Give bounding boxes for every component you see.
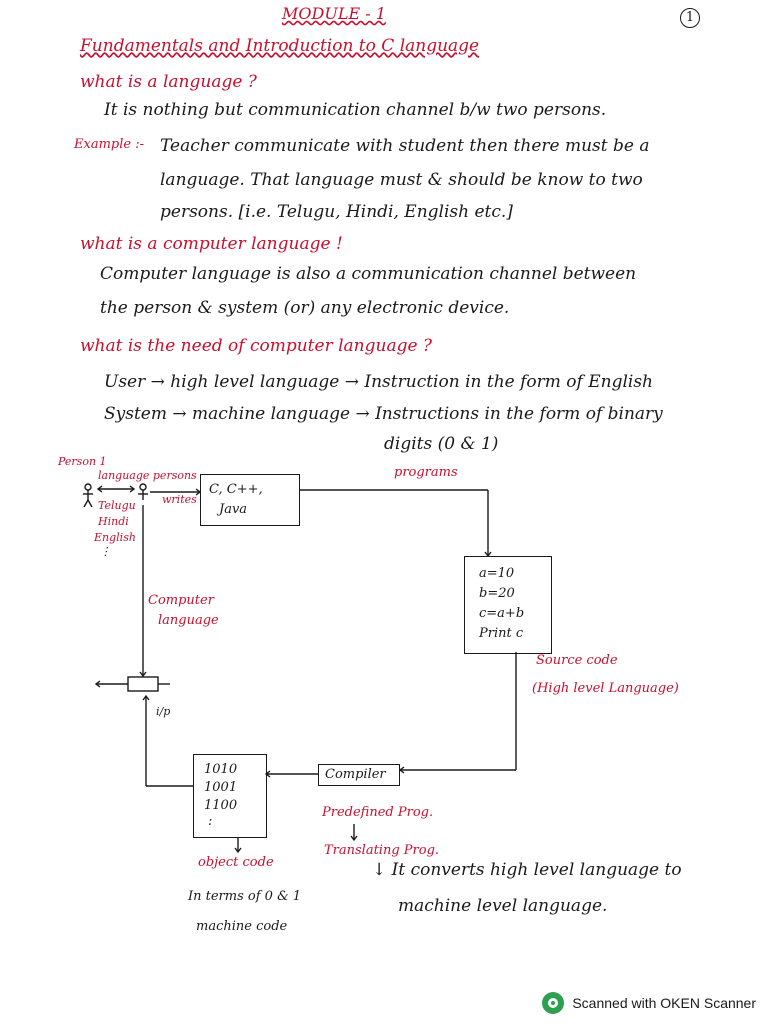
- need-line-system: System → machine language → Instructions in the form of binary: [104, 404, 663, 424]
- compiler-label: Compiler: [325, 767, 386, 782]
- scanner-text: Scanned with OKEN Scanner: [572, 995, 756, 1011]
- example-line: persons. [i.e. Telugu, Hindi, English etc.]: [160, 202, 513, 222]
- ellipsis-mark: ⋮: [100, 545, 111, 558]
- object-line: 1001: [204, 780, 238, 795]
- scanner-logo-icon: [542, 992, 564, 1014]
- input-label: i/p: [156, 705, 171, 718]
- question-language: what is a language ?: [80, 72, 257, 92]
- module-heading: MODULE - 1: [282, 4, 386, 23]
- writes-label: writes: [162, 493, 197, 506]
- question-computer-language: what is a computer language !: [80, 234, 343, 254]
- answer-computer-language: the person & system (or) any electronic device.: [100, 298, 510, 318]
- question-need: what is the need of computer language ?: [80, 336, 433, 356]
- object-line: 1010: [204, 762, 238, 777]
- language-label: language: [158, 613, 219, 628]
- source-code-box: [464, 556, 552, 654]
- object-line: 1100: [204, 798, 238, 813]
- programs-label: programs: [394, 465, 458, 480]
- object-code-box: [193, 754, 267, 838]
- converts-line: machine level language.: [398, 896, 608, 916]
- machine-code-label: machine code: [196, 919, 288, 934]
- scanner-footer: [542, 992, 756, 1014]
- predefined-label: Predefined Prog.: [322, 805, 434, 820]
- languages-box-line: Java: [219, 502, 248, 517]
- need-line-digits: digits (0 & 1): [384, 434, 499, 454]
- source-line: b=20: [479, 586, 515, 601]
- page-number: 1: [680, 8, 700, 28]
- source-line: Print c: [479, 626, 524, 641]
- need-line-user: User → high level language → Instruction in the form of English: [104, 372, 653, 392]
- compiler-box: [318, 764, 400, 786]
- source-code-label: Source code: [536, 653, 618, 668]
- in-terms-label: In terms of 0 & 1: [188, 889, 302, 904]
- source-line: c=a+b: [479, 606, 525, 621]
- language-telugu: Telugu: [98, 499, 136, 512]
- example-line: Teacher communicate with student then there must be a: [160, 136, 650, 156]
- languages-box: [200, 474, 300, 526]
- person-label: Person 1: [58, 455, 107, 468]
- language-english: English: [94, 531, 136, 544]
- source-line: a=10: [479, 566, 515, 581]
- computer-label: Computer: [148, 593, 214, 608]
- object-code-label: object code: [198, 855, 274, 870]
- translating-label: Translating Prog.: [324, 843, 440, 858]
- converts-line: ↓ It converts high level language to: [372, 860, 682, 880]
- example-label: Example :-: [74, 137, 144, 152]
- answer-language: It is nothing but communication channel b/w two persons.: [104, 100, 607, 120]
- high-level-label: (High level Language): [532, 681, 679, 696]
- page-title: Fundamentals and Introduction to C language: [80, 36, 480, 56]
- languages-box-line: C, C++,: [209, 482, 263, 497]
- example-line: language. That language must & should be know to two: [160, 170, 643, 190]
- object-line: :: [208, 814, 213, 829]
- language-persons-label: language persons: [98, 469, 197, 482]
- answer-computer-language: Computer language is also a communication channel between: [100, 264, 637, 284]
- language-hindi: Hindi: [98, 515, 129, 528]
